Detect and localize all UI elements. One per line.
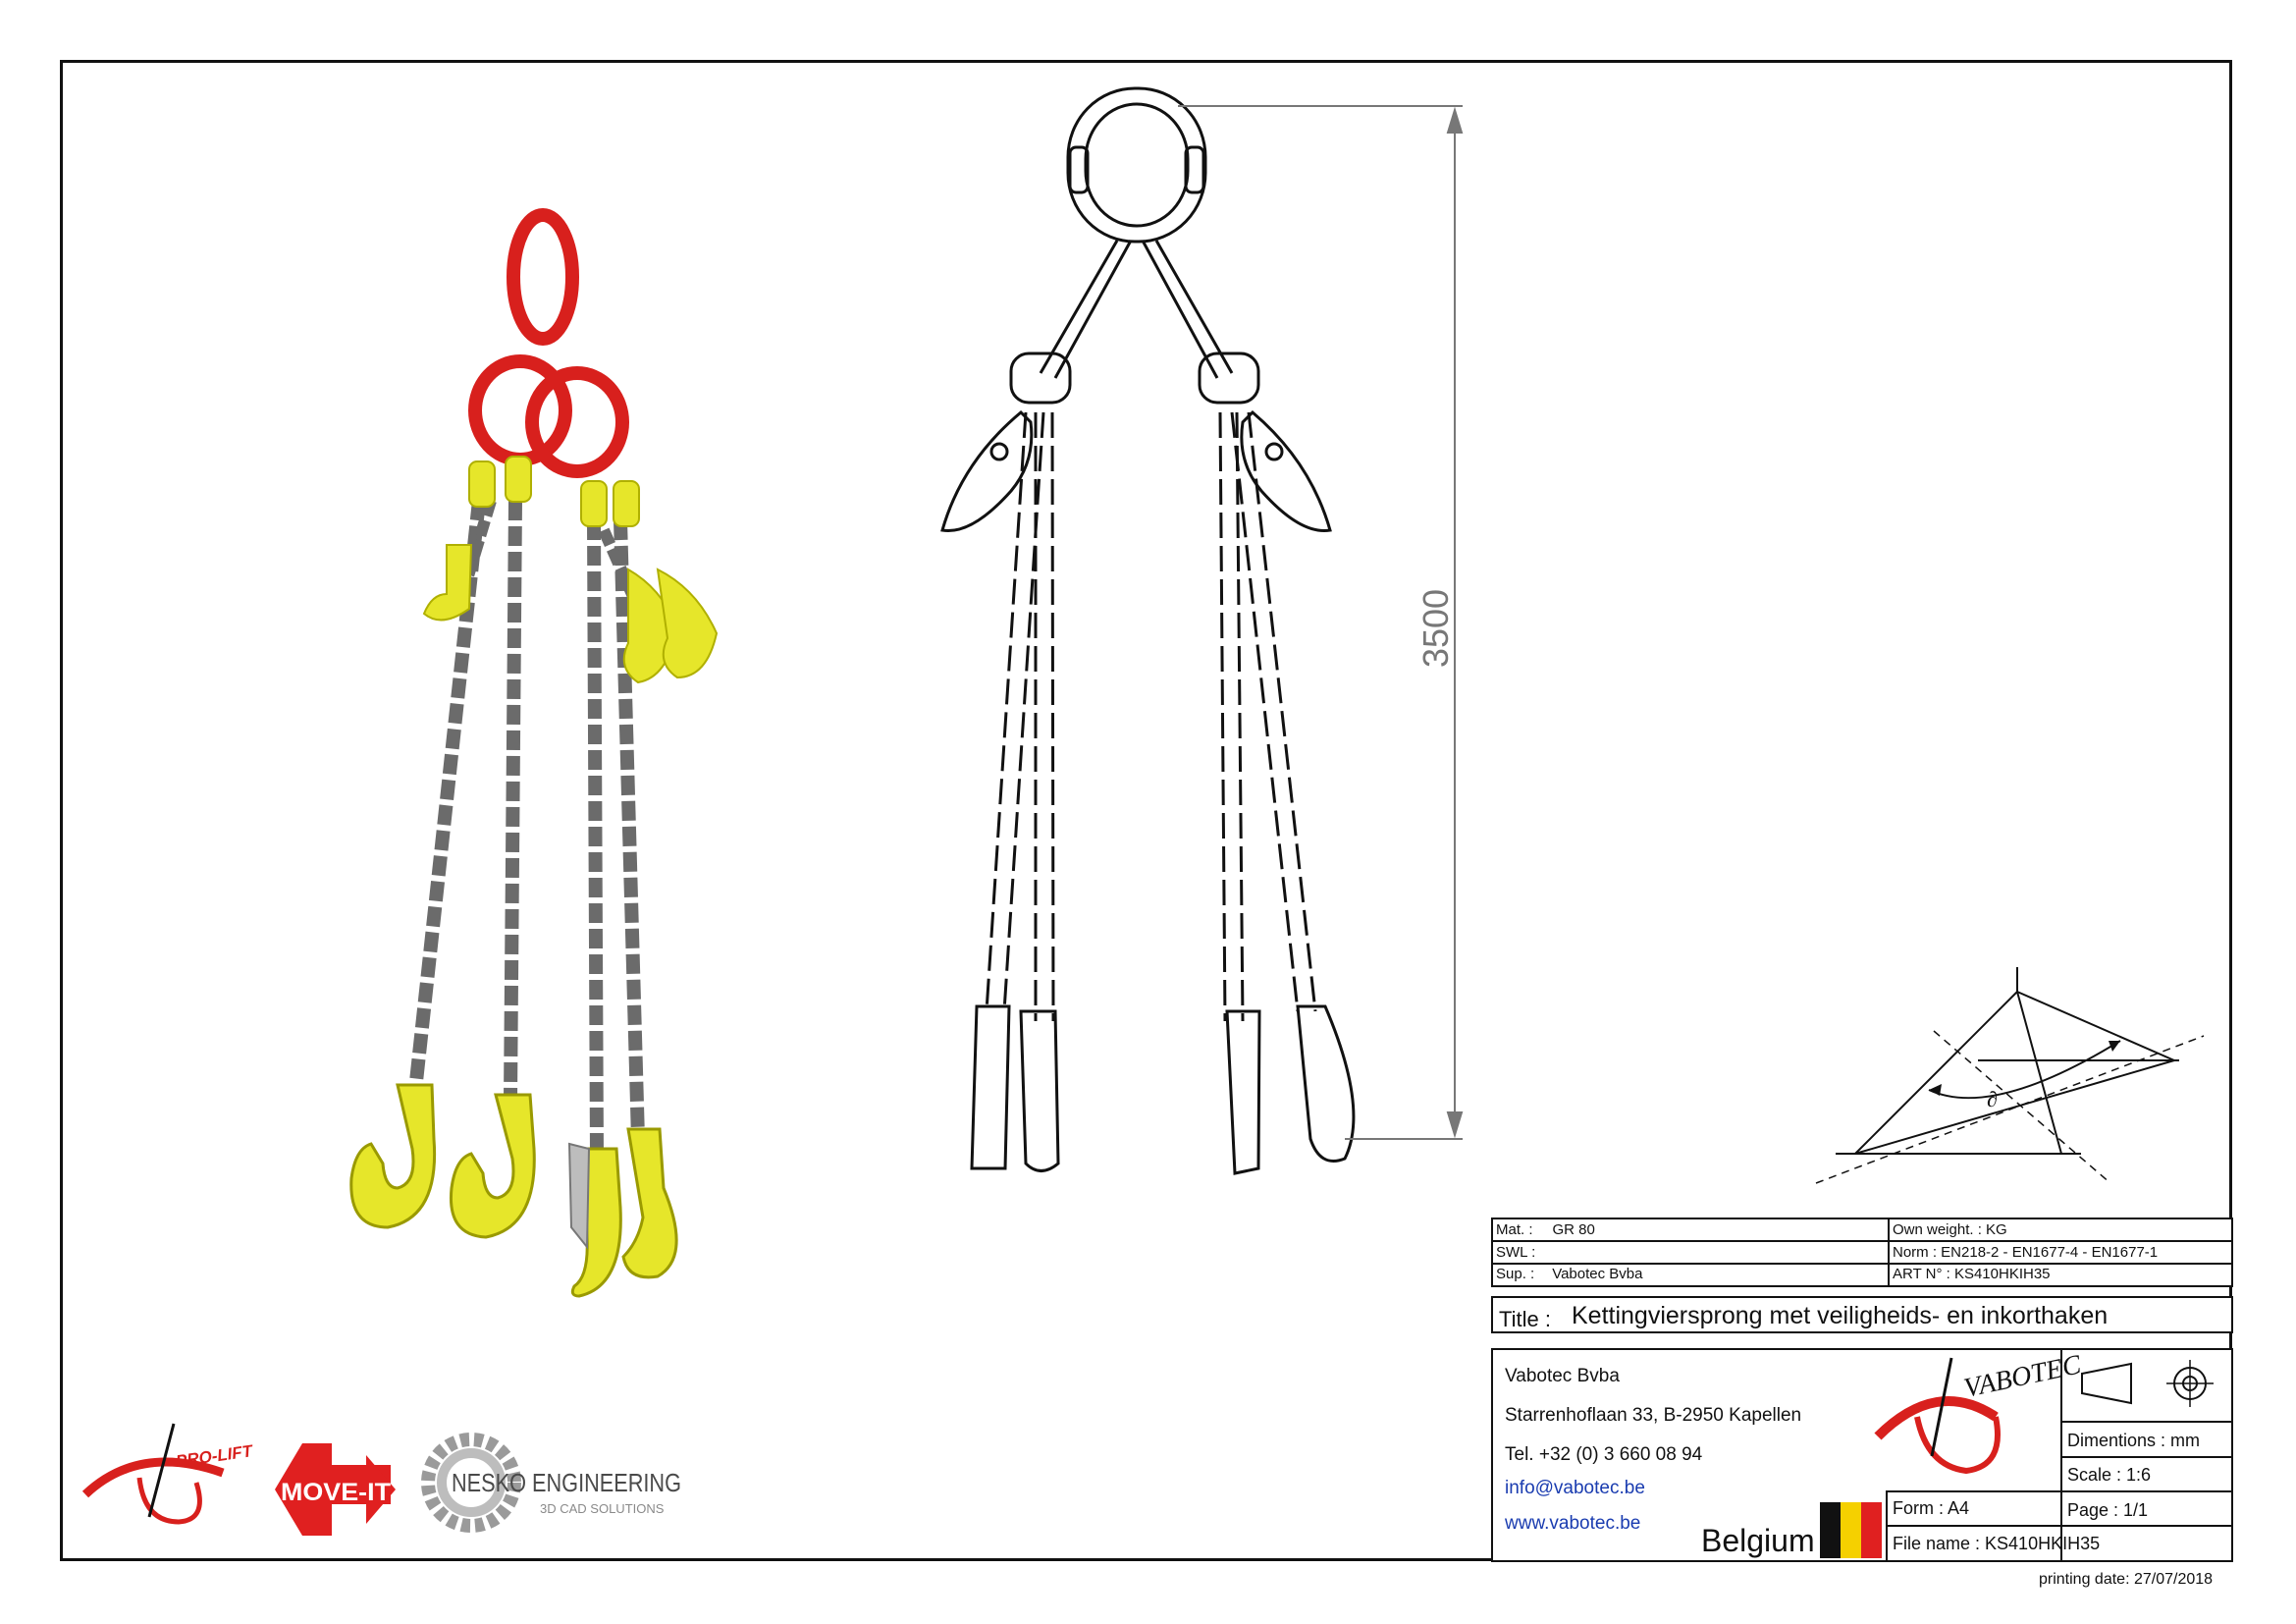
mat-label: Mat. : [1496,1221,1533,1238]
vabotec-logo-text: VABOTEC [1961,1349,2084,1404]
title-block-specs [1491,1218,2233,1287]
country-label: Belgium [1701,1523,1815,1558]
company-email[interactable]: info@vabotec.be [1505,1478,1645,1498]
projection-symbol-icon [2072,1356,2229,1415]
art-number: ART N° : KS410HKIH35 [1893,1266,2051,1282]
vabotec-logo [1858,1349,2084,1476]
moveit-logo-text: MOVE-IT [281,1479,391,1506]
title-label: Title : [1499,1307,1551,1331]
prolift-logo-text: PRO-LIFT [174,1441,254,1471]
own-weight: Own weight. : KG [1893,1221,2007,1238]
belgium-flag-icon [1820,1502,1882,1558]
dimensions-unit: Dimentions : mm [2067,1431,2201,1450]
moveit-logo [273,1435,400,1543]
nesko-engineering-logo [422,1429,687,1537]
angle-symbol: ∂ [1987,1087,1998,1111]
prolift-logo [80,1424,254,1532]
nesko-logo-sub-text: 3D CAD SOLUTIONS [540,1501,665,1516]
swl-label: SWL : [1496,1244,1536,1261]
file-name: File name : KS410HKIH35 [1893,1534,2101,1553]
form-size: Form : A4 [1893,1498,1970,1518]
title-block-company [1491,1348,2233,1562]
norm: Norm : EN218-2 - EN1677-4 - EN1677-1 [1893,1244,2159,1261]
title-block-title [1491,1296,2233,1333]
company-address: Starrenhoflaan 33, B-2950 Kapellen [1505,1405,1802,1426]
company-phone: Tel. +32 (0) 3 660 08 94 [1505,1444,1703,1465]
scale: Scale : 1:6 [2067,1465,2152,1485]
title-value: Kettingviersprong met veiligheids- en inkorthaken [1572,1302,2109,1329]
company-website[interactable]: www.vabotec.be [1505,1513,1641,1534]
sup-value: Vabotec Bvba [1552,1266,1643,1282]
nesko-logo-main-text: NESKO ENGINEERING [452,1468,681,1497]
page-number: Page : 1/1 [2067,1500,2149,1520]
sup-label: Sup. : [1496,1266,1535,1282]
dimension-3500: 3500 [1415,588,1456,669]
company-name: Vabotec Bvba [1505,1366,1620,1386]
printing-date: printing date: 27/07/2018 [2039,1571,2214,1588]
mat-value: GR 80 [1552,1221,1595,1238]
